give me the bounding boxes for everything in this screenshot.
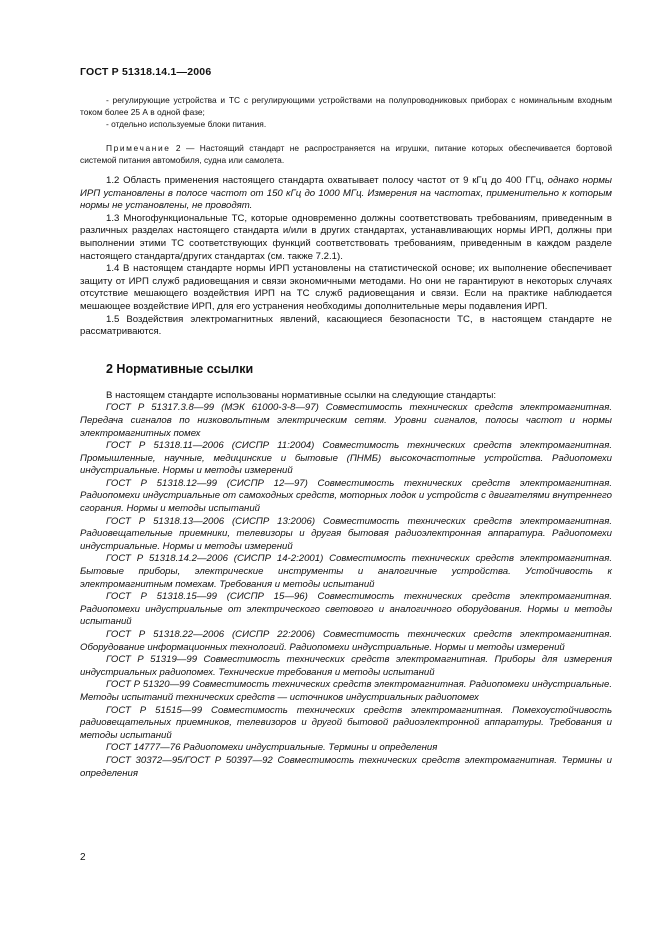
paragraph-1-2-start: 1.2 Область применения настоящего стандарта охватывает полосу частот от 9 кГц до 400 ГГц,: [106, 175, 548, 187]
document-number-header: ГОСТ Р 51318.14.1—2006: [80, 66, 212, 78]
paragraph-1-2: [80, 175, 612, 213]
note-label: Примечание: [106, 142, 171, 153]
paragraph-1-5: 1.5 Воздействия электромагнитных явлений, касающиеся безопасности ТС, в настоящем стандарте не рассматриваются.: [80, 313, 612, 338]
scope-paragraphs: [80, 175, 612, 339]
references-intro: В настоящем стандарте использованы нормативные ссылки на следующие стандарты:: [106, 389, 497, 401]
page-content: [80, 94, 612, 780]
document-page: [80, 0, 612, 936]
note-2: [80, 142, 612, 166]
paragraph-1-2-italic: однако нормы ИРП установлены в полосе частот от 150 кГц до 1000 МГц. Измерения на частотах, применительно к которым нормы не установлены, не проводят.: [80, 175, 612, 212]
reference-item: ГОСТ Р 51318.11—2006 (СИСПР 11:2004) Совместимость технических средств электромагнитная. Промышленные, научные, медицинские и бытовые (ПНМБ) высокочастотные устройства. Радиопомехи индустриальные. Нормы и методы измерений: [80, 440, 612, 477]
reference-item: ГОСТ Р 51318.22—2006 (СИСПР 22:2006) Совместимость технических средств электромагнитная. Оборудование информационных технологий. Радиопомехи индустриальные. Нормы и методы измерений: [80, 629, 612, 653]
reference-item: ГОСТ Р 51318.15—99 (СИСПР 15—96) Совместимость технических средств электромагнитная. Радиопомехи индустриальные от электрического светового и аналогичного оборудования. Нормы и методы испытаний: [80, 591, 612, 628]
normative-references: [80, 390, 612, 780]
note-text: 2 — Настоящий стандарт не распространяется на игрушки, питание которых обеспечивается бортовой системой питания автомобиля, судна или самолета.: [80, 142, 612, 165]
reference-item: ГОСТ Р 51320—99 Совместимость технических средств электромагнитная. Радиопомехи индустриальные. Методы испытаний технических средств — источников индустриальных радиопомех: [80, 679, 612, 703]
bullet-item: - регулирующие устройства и ТС с регулирующими устройствами на полупроводниковых приборах с номинальным входным током более 25 А в одной фазе;: [80, 95, 612, 118]
reference-item: ГОСТ 14777—76 Радиопомехи индустриальные. Термины и определения: [106, 742, 438, 754]
reference-item: ГОСТ Р 51318.13—2006 (СИСПР 13:2006) Совместимость технических средств электромагнитная. Радиовещательные приемники, телевизоры и другая бытовая радиоэлектронная аппаратура. Радиопомехи индустриальные. Нормы и методы измерений: [80, 515, 612, 552]
paragraph-1-3: 1.3 Многофункциональные ТС, которые одновременно должны соответствовать требованиям, приведенным в различных разделах настоящего стандарта и/или в других стандартах, устанавливающих нормы ИРП, должны при выполнении этими ТС соответствующих функций соответствовать требованиям, приведенным в каждом разделе настоящего стандарта/других стандартах (см. также 7.2.1).: [80, 212, 612, 262]
bullet-item: - отдельно используемые блоки питания.: [106, 119, 267, 130]
reference-item: ГОСТ Р 51318.12—99 (СИСПР 12—97) Совместимость технических средств электромагнитная. Радиопомехи индустриальные от самоходных средств, моторных лодок и устройств с двигателями внутреннего сгорания. Нормы и методы испытаний: [80, 477, 612, 515]
reference-item: ГОСТ Р 51319—99 Совместимость технических средств электромагнитная. Приборы для измерения индустриальных радиопомех. Технические требования и методы испытаний: [80, 654, 612, 678]
bullet-list: [80, 94, 612, 131]
section-2-title: 2 Нормативные ссылки: [106, 361, 254, 376]
reference-item: ГОСТ Р 51317.3.8—99 (МЭК 61000-3-8—97) Совместимость технических средств электромагнитная. Передача сигналов по низковольтным электрическим сетям. Уровни сигналов, полосы частот и нормы электромагнитных помех: [80, 402, 612, 439]
reference-item: ГОСТ 30372—95/ГОСТ Р 50397—92 Совместимость технических средств электромагнитная. Термины и определения: [80, 754, 612, 779]
reference-item: ГОСТ Р 51515—99 Совместимость технических средств электромагнитная. Помехоустойчивость радиовещательных приемников, телевизоров и другой бытовой радиоэлектронной аппаратуры. Требования и методы испытаний: [80, 704, 612, 741]
page-number: 2: [80, 852, 86, 863]
paragraph-1-4: 1.4 В настоящем стандарте нормы ИРП установлены на статистической основе; их выполнение обеспечивает защиту от ИРП служб радиовещания и связи экономичными методами. Но они не гарантируют в некоторых случаях отсутствие мешающего воздействия ИРП на ТС служб радиовещания и связи. Если на практике наблюдается мешающее воздействие ИРП, для его устранения необходимы дополнительные меры подавления ИРП.: [80, 263, 612, 312]
reference-item: ГОСТ Р 51318.14.2—2006 (СИСПР 14-2:2001) Совместимость технических средств электромагнитная. Бытовые приборы, электрические инструменты и аналогичные устройства. Устойчивость к электромагнитным помехам. Требования и методы испытаний: [80, 553, 612, 590]
